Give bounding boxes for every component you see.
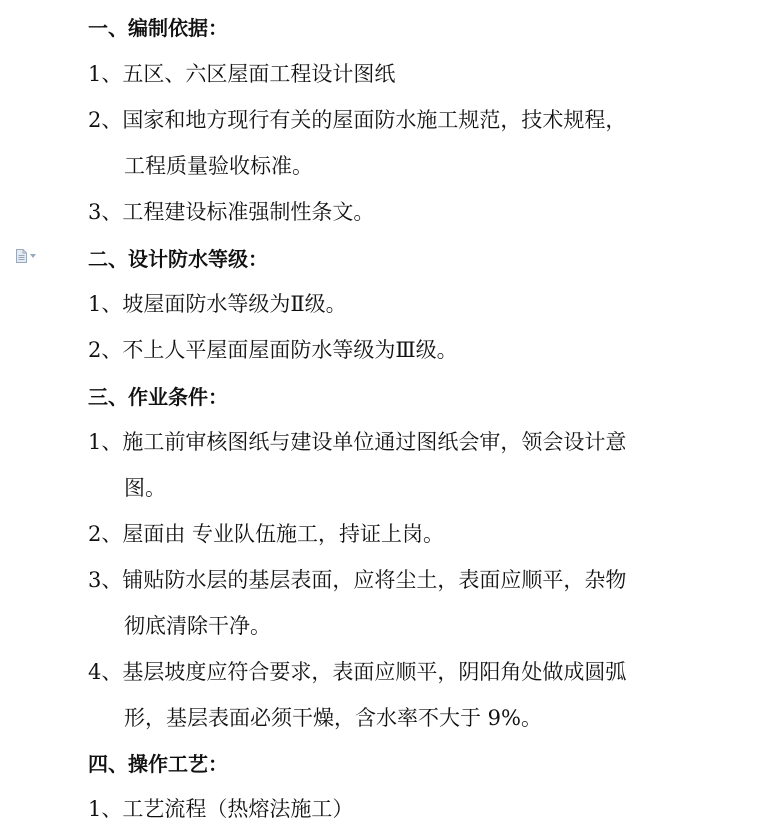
paragraph-marker[interactable] bbox=[16, 246, 46, 264]
list-item-3-1: 1、施工前审核图纸与建设单位通过图纸会审，领会设计意 bbox=[88, 430, 627, 454]
list-item-1-3: 3、工程建设标准强制性条文。 bbox=[88, 200, 375, 224]
caret-down-icon bbox=[30, 254, 36, 258]
list-item-3-2: 2、屋面由 专业队伍施工，持证上岗。 bbox=[88, 522, 445, 546]
list-item-4-1: 1、工艺流程（热熔法施工） bbox=[88, 797, 354, 821]
section-heading-3: 三、作业条件： bbox=[88, 385, 228, 409]
document-icon bbox=[16, 248, 27, 262]
list-item-1-2: 2、国家和地方现行有关的屋面防水施工规范，技术规程， bbox=[88, 108, 627, 132]
list-item-3-1-continuation: 图。 bbox=[124, 476, 166, 500]
list-item-2-1: 1、坡屋面防水等级为Ⅱ级。 bbox=[88, 292, 347, 316]
section-heading-4: 四、操作工艺： bbox=[88, 752, 228, 776]
list-item-3-4: 4、基层坡度应符合要求，表面应顺平，阴阳角处做成圆弧 bbox=[88, 660, 627, 684]
list-item-3-4-continuation: 形，基层表面必须干燥，含水率不大于 9%。 bbox=[124, 706, 542, 730]
list-item-1-1: 1、五区、六区屋面工程设计图纸 bbox=[88, 62, 396, 86]
list-item-2-2: 2、不上人平屋面屋面防水等级为Ⅲ级。 bbox=[88, 338, 458, 362]
section-heading-2: 二、设计防水等级： bbox=[88, 247, 268, 271]
list-item-3-3-continuation: 彻底清除干净。 bbox=[124, 614, 271, 638]
list-item-3-3: 3、铺贴防水层的基层表面，应将尘土，表面应顺平，杂物 bbox=[88, 568, 627, 592]
list-item-1-2-continuation: 工程质量验收标准。 bbox=[124, 154, 313, 178]
section-heading-1: 一、编制依据： bbox=[88, 16, 228, 40]
